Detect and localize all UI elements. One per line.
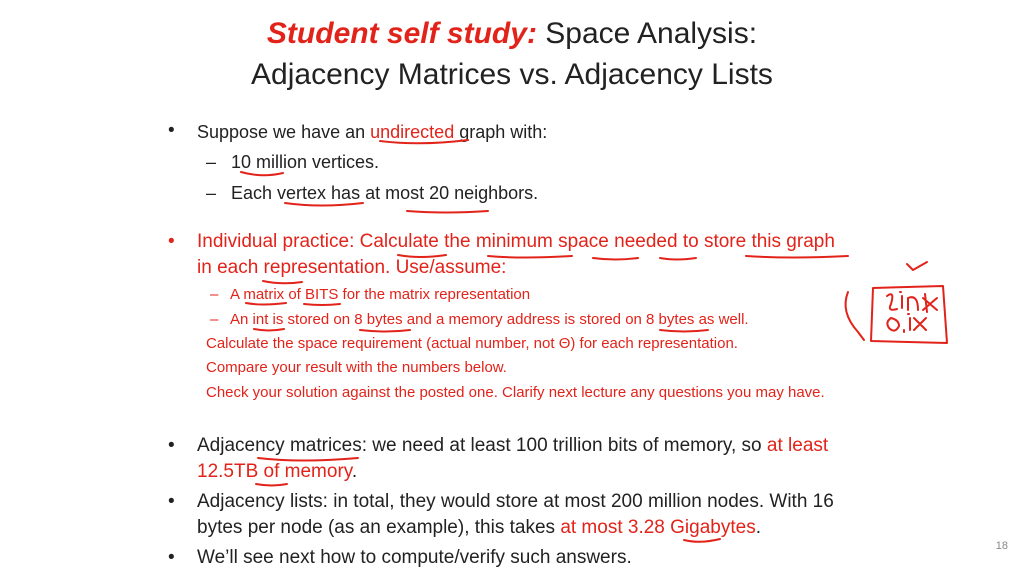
bullet-dot: • bbox=[168, 547, 175, 568]
title-highlight: Student self study: bbox=[266, 17, 537, 50]
slide-title-line1 bbox=[0, 16, 1024, 52]
ink-underline bbox=[407, 211, 488, 213]
bullet2-sub-1: A matrix of BITS for the matrix representation bbox=[230, 286, 531, 303]
bullet-dot: • bbox=[168, 435, 175, 456]
dash: – bbox=[206, 183, 217, 203]
bullet1-red: undirected bbox=[370, 122, 455, 142]
bullet4-line1: Adjacency lists: in total, they would store at most 200 million nodes. With 16 bbox=[197, 491, 834, 512]
ink-underline bbox=[660, 330, 708, 332]
bullet4-pre: bytes per node (as an example), this takes bbox=[197, 517, 561, 538]
bullet1-text bbox=[197, 121, 547, 143]
bullet-dot: • bbox=[168, 491, 175, 512]
bullet2-sub-2: An int is stored on 8 bytes and a memory address is stored on 8 bytes as well. bbox=[230, 311, 749, 328]
bullet2-line2: in each representation. Use/assume: bbox=[197, 257, 507, 278]
page-number: 18 bbox=[995, 540, 1008, 552]
bullet3-line2 bbox=[197, 460, 357, 484]
dash: – bbox=[210, 311, 219, 328]
dash: – bbox=[206, 152, 217, 172]
bullet5-text: We’ll see next how to compute/verify such answers. bbox=[197, 547, 632, 568]
dash: – bbox=[210, 286, 219, 303]
ink-underline bbox=[746, 256, 848, 258]
ink-underline bbox=[660, 258, 696, 260]
bullet3-post: . bbox=[351, 461, 358, 482]
bullet1-sub-1: 10 million vertices. bbox=[231, 152, 380, 172]
bullet3-red1: at least bbox=[766, 435, 829, 456]
bullet2-line1: Individual practice: Calculate the minimum space needed to store this graph bbox=[197, 231, 835, 252]
title-rest: Space Analysis: bbox=[536, 17, 758, 50]
ink-underline bbox=[593, 258, 638, 260]
slide-title-line2: Adjacency Matrices vs. Adjacency Lists bbox=[251, 58, 773, 91]
bullet2-note-2: Compare your result with the numbers below. bbox=[206, 359, 507, 376]
bullet2-note-3: Check your solution against the posted one. Clarify next lecture any questions you may have. bbox=[206, 384, 825, 401]
bullet1-sub-2: Each vertex has at most 20 neighbors. bbox=[231, 183, 539, 203]
bullet3-line1 bbox=[197, 434, 828, 458]
bullet4-red: at most 3.28 Gigabytes bbox=[560, 517, 756, 538]
ink-underline bbox=[360, 330, 410, 332]
bullet4-line2 bbox=[197, 516, 761, 540]
bullet3-red2: 12.5TB of memory bbox=[197, 461, 352, 482]
bullet-dot: • bbox=[168, 231, 175, 252]
bullet1-pre: Suppose we have an bbox=[197, 122, 371, 142]
bullet-dot: • bbox=[168, 120, 175, 141]
ink-check bbox=[907, 262, 927, 270]
ink-underline bbox=[263, 281, 302, 283]
bullet1-post: graph with: bbox=[454, 122, 548, 142]
ink-underline bbox=[256, 484, 287, 486]
bullet2-note-1: Calculate the space requirement (actual number, not Θ) for each representation. bbox=[206, 335, 738, 352]
bullet3-pre: Adjacency matrices: we need at least 100 trillion bits of memory, so bbox=[197, 435, 767, 456]
ink-handwriting-bit bbox=[887, 314, 926, 332]
ink-bracket bbox=[846, 292, 864, 340]
ink-handwriting-int bbox=[887, 292, 937, 312]
ink-box bbox=[871, 286, 947, 343]
bullet4-post: . bbox=[755, 517, 761, 538]
